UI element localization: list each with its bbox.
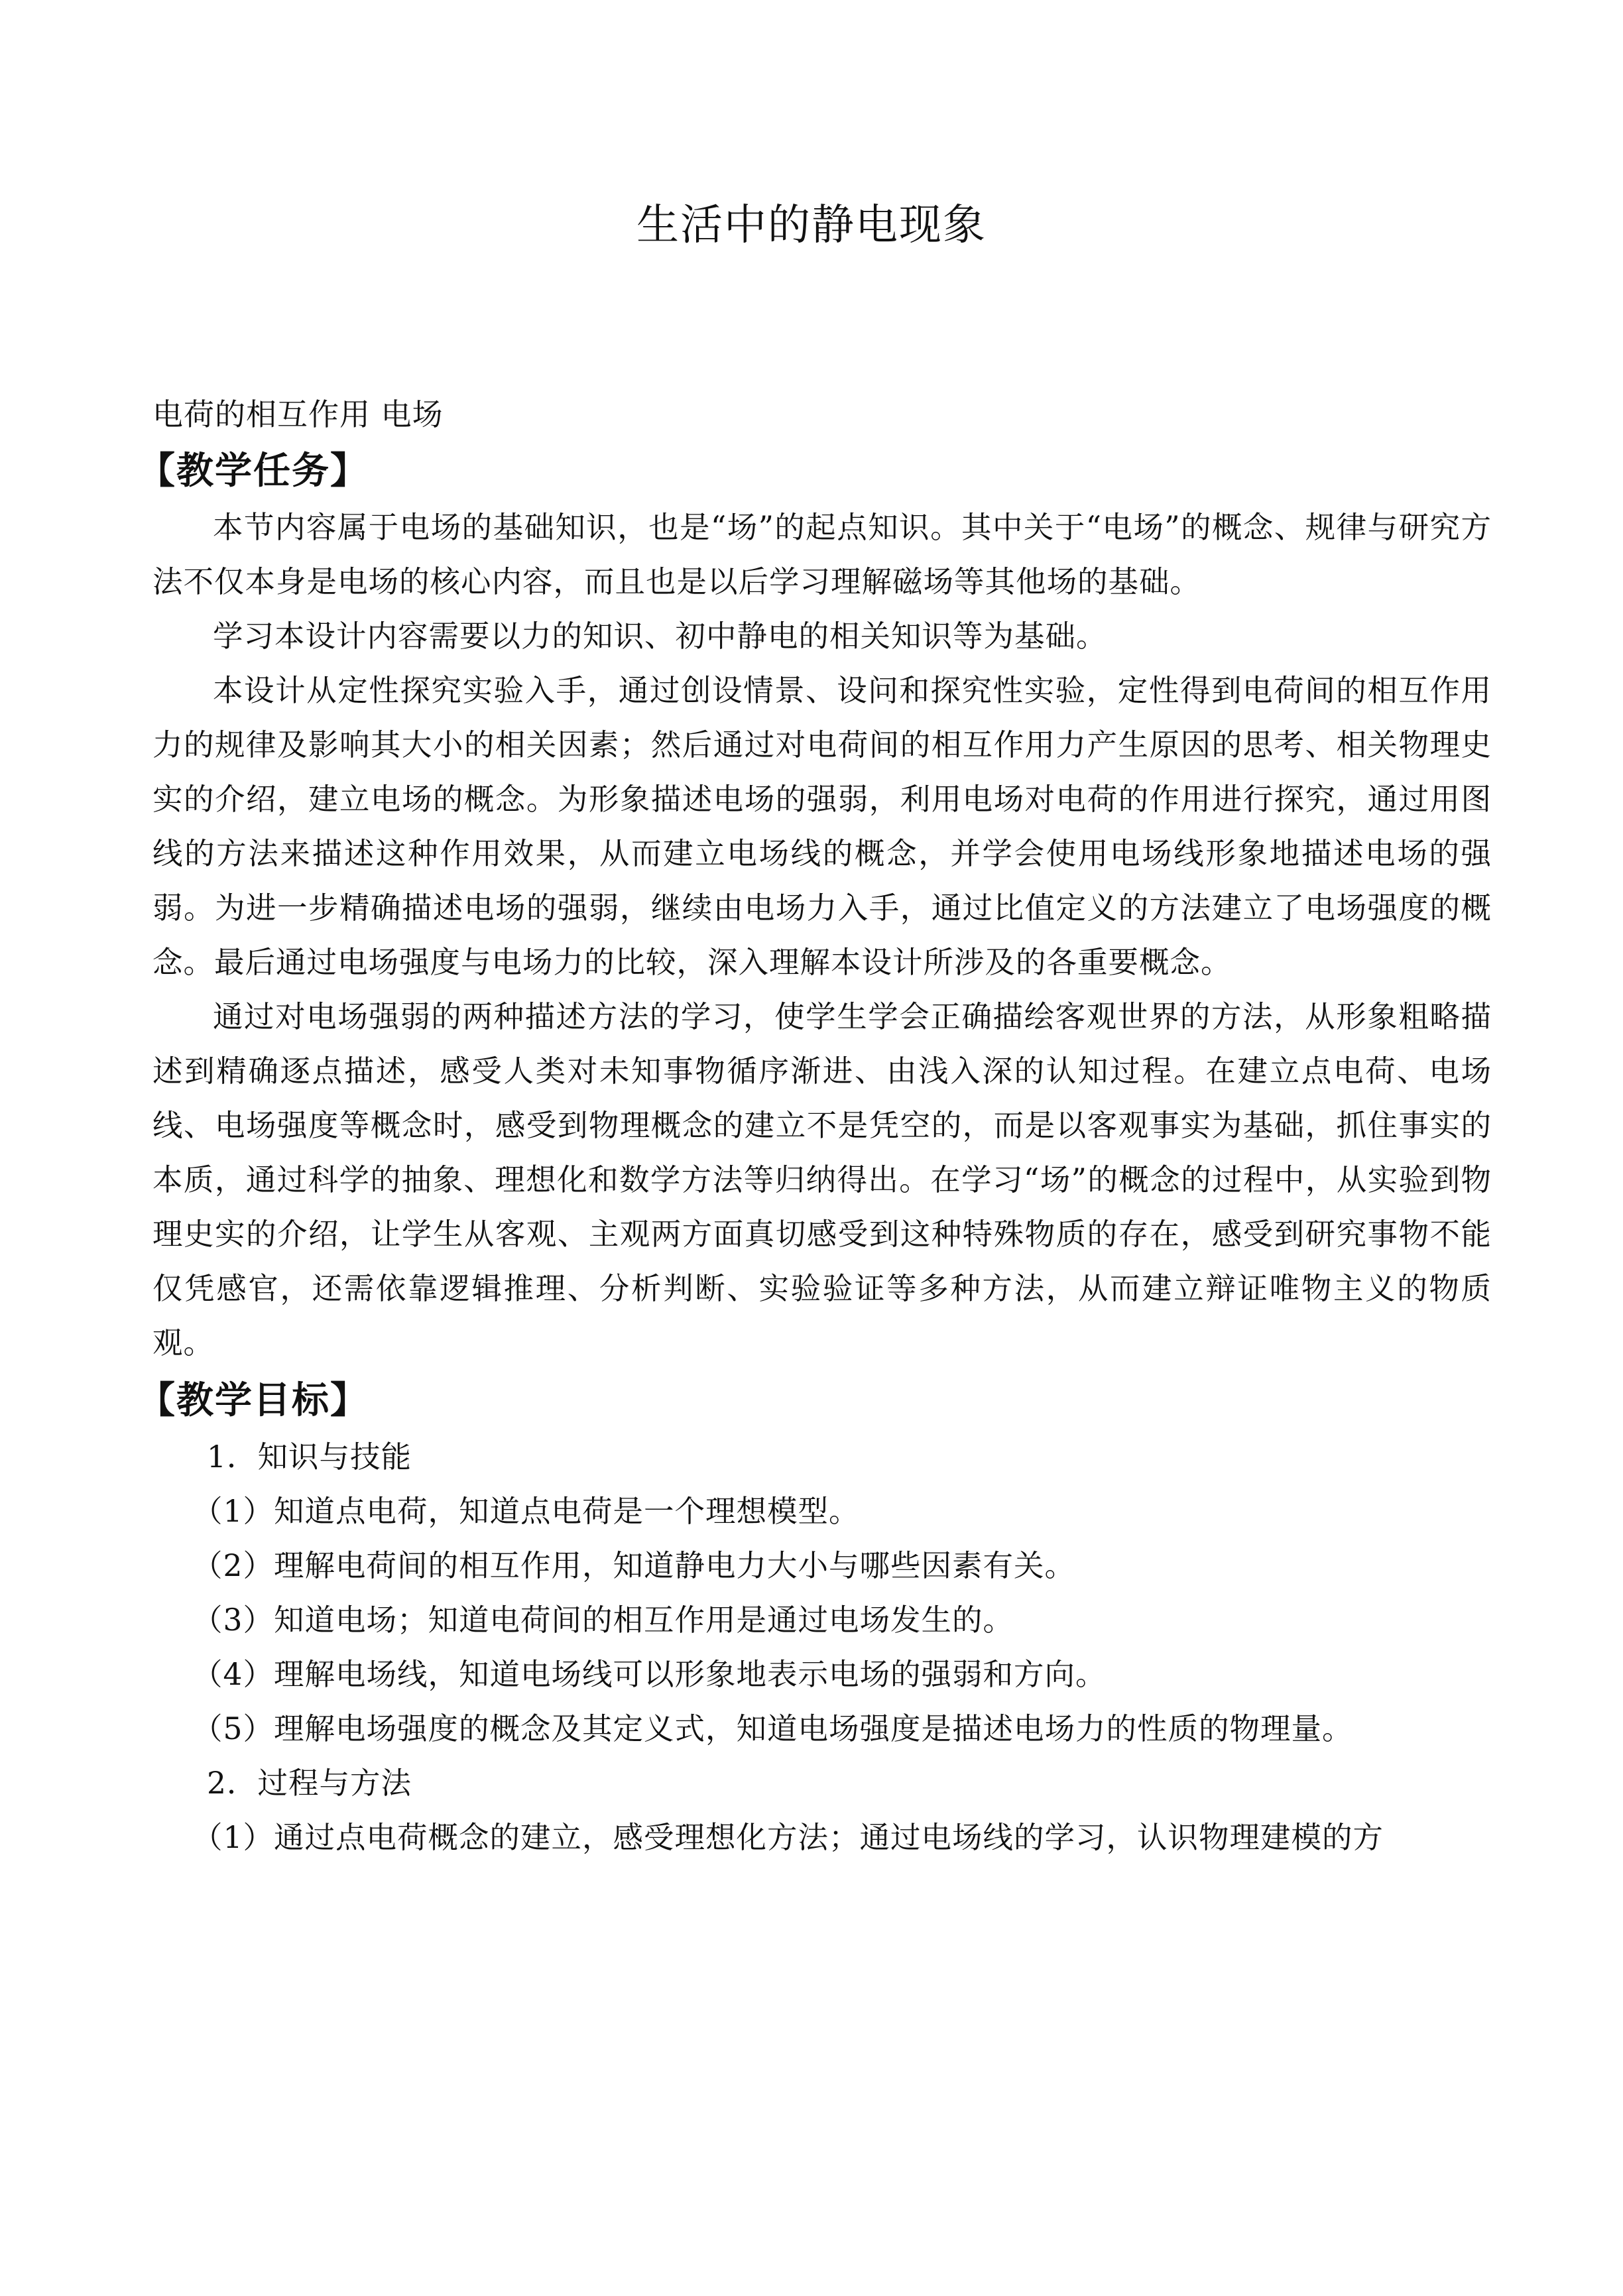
paragraph: 本节内容属于电场的基础知识，也是“场”的起点知识。其中关于“电场”的概念、规律与研究方法不仅本身是电场的核心内容，而且也是以后学习理解磁场等其他场的基础。 [152, 510, 1492, 599]
document-title: 生活中的静电现象 [636, 201, 987, 250]
paragraph: 学习本设计内容需要以力的知识、初中静电的相关知识等为基础。 [213, 619, 1107, 654]
paragraph: 通过对电场强弱的两种描述方法的学习，使学生学会正确描绘客观世界的方法，从形象粗略描述到精确逐点描述，感受人类对未知事物循序渐进、由浅入深的认知过程。在建立点电荷、电场线、电场强度等概念时，感受到物理概念的建立不是凭空的，而是以客观事实为基础，抓住事实的本质，通过科学的抽象、理想化和数学方法等归纳得出。在学习“场”的概念的过程中，从实验到物理史实的介绍，让学生从客观、主观两方面真切感受到这种特殊物质的存在，感受到研究事物不能仅凭感官，还需依靠逻辑推理、分析判断、实验验证等多种方法，从而建立辩证唯物主义的物质观。 [152, 999, 1492, 1360]
goal-list-item: （2）理解电荷间的相互作用，知道静电力大小与哪些因素有关。 [192, 1548, 1075, 1583]
goal-group-label-process-methods: 2．过程与方法 [207, 1766, 412, 1801]
document-subtitle: 电荷的相互作用 电场 [152, 396, 444, 432]
goal-list-item: （4）理解电场线，知道电场线可以形象地表示电场的强弱和方向。 [192, 1657, 1107, 1692]
goal-list-item: （5）理解电场强度的概念及其定义式，知道电场强度是描述电场力的性质的物理量。 [192, 1711, 1353, 1746]
paragraph: 本设计从定性探究实验入手，通过创设情景、设问和探究性实验，定性得到电荷间的相互作用力的规律及影响其大小的相关因素；然后通过对电荷间的相互作用力产生原因的思考、相关物理史实的介绍，建立电场的概念。为形象描述电场的强弱，利用电场对电荷的作用进行探究，通过用图线的方法来描述这种作用效果，从而建立电场线的概念，并学会使用电场线形象地描述电场的强弱。为进一步精确描述电场的强弱，继续由电场力入手，通过比值定义的方法建立了电场强度的概念。最后通过电场强度与电场力的比较，深入理解本设计所涉及的各重要概念。 [152, 673, 1492, 980]
document-body [138, 388, 1492, 1865]
section-heading-teaching-goals: 【教学目标】 [138, 1378, 369, 1422]
goal-group-label-knowledge-skills: 1．知识与技能 [207, 1439, 412, 1475]
goal-list-item: （3）知道电场；知道电荷间的相互作用是通过电场发生的。 [192, 1602, 1014, 1638]
goal-list-item: （1）知道点电荷，知道点电荷是一个理想模型。 [192, 1494, 860, 1529]
section-heading-teaching-tasks: 【教学任务】 [138, 449, 369, 493]
goal-list-item: （1）通过点电荷概念的建立，感受理想化方法；通过电场线的学习，认识物理建模的方 [192, 1820, 1384, 1855]
